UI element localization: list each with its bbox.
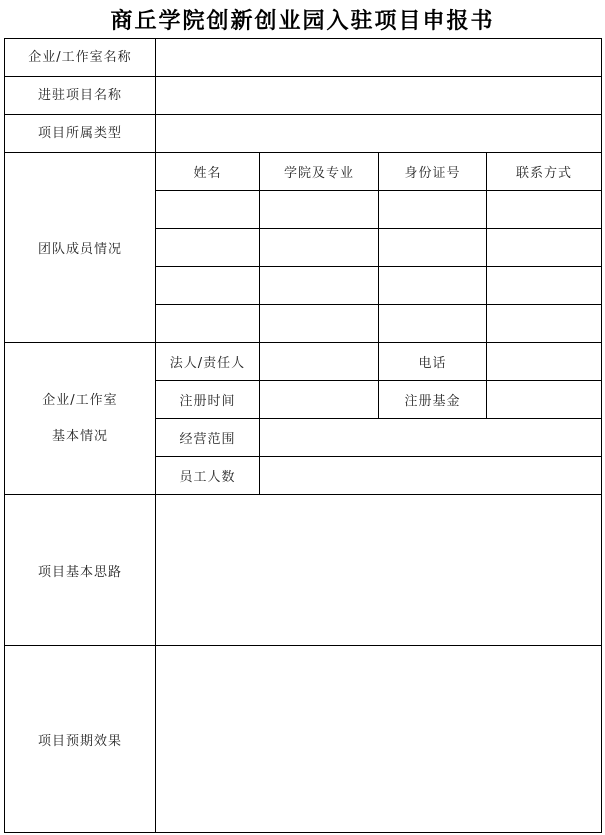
company-name-label: 企业/工作室名称 bbox=[5, 39, 156, 77]
basic-idea-label: 项目基本思路 bbox=[5, 495, 156, 646]
legal-person-field[interactable] bbox=[260, 343, 379, 381]
team-member-id-field[interactable] bbox=[379, 191, 487, 229]
reg-time-field[interactable] bbox=[260, 381, 379, 419]
document-title: 商丘学院创新创业园入驻项目申报书 bbox=[110, 8, 495, 34]
project-name-field[interactable] bbox=[156, 77, 602, 115]
row-expected-effect bbox=[5, 646, 602, 833]
row-company-name bbox=[5, 39, 602, 77]
project-name-label: 进驻项目名称 bbox=[5, 77, 156, 115]
legal-person-label: 法人/责任人 bbox=[156, 343, 260, 381]
team-member-name-field[interactable] bbox=[156, 229, 260, 267]
reg-time-label: 注册时间 bbox=[156, 381, 260, 419]
team-member-contact-field[interactable] bbox=[487, 191, 602, 229]
team-member-contact-field[interactable] bbox=[487, 267, 602, 305]
application-form-table bbox=[4, 38, 602, 833]
reg-fund-label: 注册基金 bbox=[379, 381, 487, 419]
basic-info-label-line2: 基本情况 bbox=[51, 428, 108, 444]
staff-count-field[interactable] bbox=[260, 457, 602, 495]
team-member-college-field[interactable] bbox=[260, 191, 379, 229]
row-project-name bbox=[5, 77, 602, 115]
team-member-contact-field[interactable] bbox=[487, 229, 602, 267]
basic-info-label-line1: 企业/工作室 bbox=[42, 392, 118, 408]
team-header-name: 姓名 bbox=[156, 153, 260, 191]
team-member-name-field[interactable] bbox=[156, 191, 260, 229]
phone-field[interactable] bbox=[487, 343, 602, 381]
team-member-id-field[interactable] bbox=[379, 229, 487, 267]
expected-effect-label: 项目预期效果 bbox=[5, 646, 156, 833]
reg-fund-field[interactable] bbox=[487, 381, 602, 419]
row-basic-idea bbox=[5, 495, 602, 646]
company-name-field[interactable] bbox=[156, 39, 602, 77]
row-project-type bbox=[5, 115, 602, 153]
project-type-label: 项目所属类型 bbox=[5, 115, 156, 153]
team-member-id-field[interactable] bbox=[379, 267, 487, 305]
team-members-label: 团队成员情况 bbox=[5, 153, 156, 343]
team-header-contact: 联系方式 bbox=[487, 153, 602, 191]
team-header-id-number: 身份证号 bbox=[379, 153, 487, 191]
expected-effect-field[interactable] bbox=[156, 646, 602, 833]
basic-info-label bbox=[5, 343, 156, 495]
basic-idea-field[interactable] bbox=[156, 495, 602, 646]
team-member-name-field[interactable] bbox=[156, 305, 260, 343]
business-scope-field[interactable] bbox=[260, 419, 602, 457]
team-member-contact-field[interactable] bbox=[487, 305, 602, 343]
team-member-college-field[interactable] bbox=[260, 229, 379, 267]
staff-count-label: 员工人数 bbox=[156, 457, 260, 495]
team-member-college-field[interactable] bbox=[260, 267, 379, 305]
team-member-id-field[interactable] bbox=[379, 305, 487, 343]
team-member-name-field[interactable] bbox=[156, 267, 260, 305]
team-member-college-field[interactable] bbox=[260, 305, 379, 343]
row-team-header bbox=[5, 153, 602, 191]
team-header-college-major: 学院及专业 bbox=[260, 153, 379, 191]
project-type-field[interactable] bbox=[156, 115, 602, 153]
phone-label: 电话 bbox=[379, 343, 487, 381]
business-scope-label: 经营范围 bbox=[156, 419, 260, 457]
row-legal-person bbox=[5, 343, 602, 381]
